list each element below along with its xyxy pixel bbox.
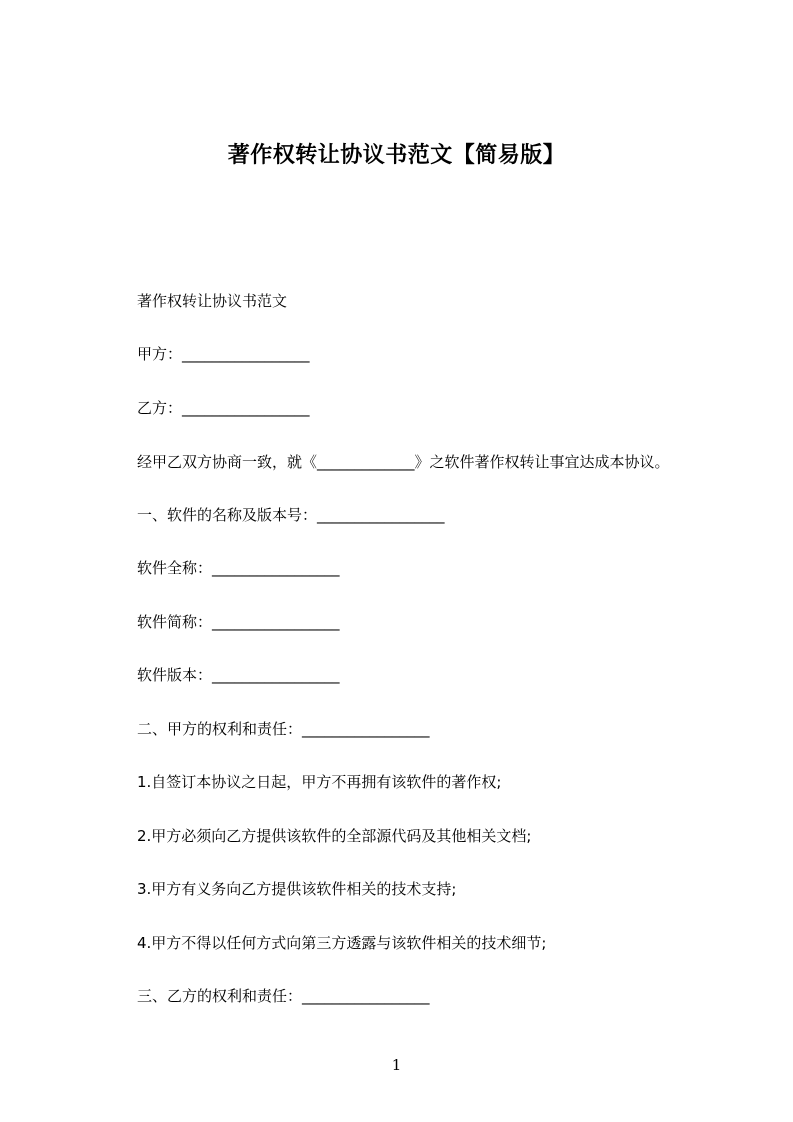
party-a-line: 甲方：_________________	[137, 345, 310, 363]
party-a-clause-1: 1.自签订本协议之日起，甲方不再拥有该软件的著作权;	[137, 773, 502, 791]
intro-paragraph: 经甲乙双方协商一致，就《_____________》之软件著作权转让事宜达成本协议。	[137, 453, 670, 471]
page-number: 1	[391, 1056, 402, 1074]
section-3-heading: 三、乙方的权利和责任：_________________	[137, 987, 430, 1005]
party-a-clause-4: 4.甲方不得以任何方式向第三方透露与该软件相关的技术细节;	[137, 934, 547, 952]
software-short-name-line: 软件简称：_________________	[137, 613, 340, 631]
party-a-clause-3: 3.甲方有义务向乙方提供该软件相关的技术支持;	[137, 880, 457, 898]
section-2-heading: 二、甲方的权利和责任：_________________	[137, 720, 430, 738]
software-full-name-line: 软件全称：_________________	[137, 559, 340, 577]
software-version-line: 软件版本：_________________	[137, 666, 340, 684]
party-b-line: 乙方：_________________	[137, 399, 310, 417]
document-title: 著作权转让协议书范文【简易版】	[227, 143, 566, 168]
section-1-heading: 一、软件的名称及版本号：_________________	[137, 506, 445, 524]
subtitle-paragraph: 著作权转让协议书范文	[137, 292, 288, 310]
party-a-clause-2: 2.甲方必须向乙方提供该软件的全部源代码及其他相关文档;	[137, 827, 532, 845]
